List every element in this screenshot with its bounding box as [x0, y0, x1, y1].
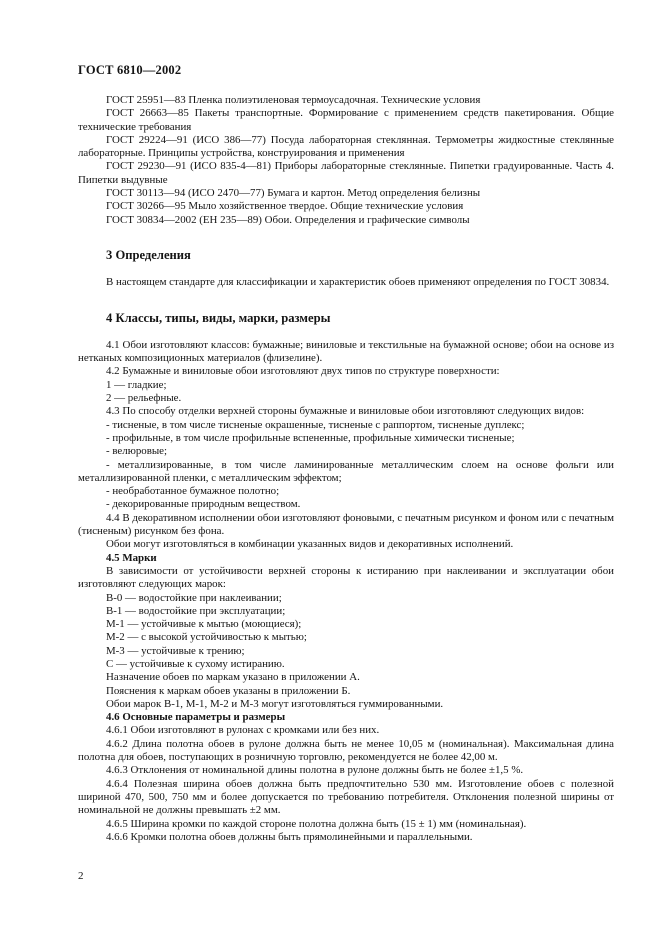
- list-item: С — устойчивые к сухому истиранию.: [106, 657, 285, 670]
- paragraph-4-2: 4.2 Бумажные и виниловые обои изготовляют двух типов по структуре поверхности:: [106, 365, 500, 378]
- paragraph-4-5-e: Обои марок В-1, М-1, М-2 и М-3 могут изготовляться гуммированными.: [106, 697, 444, 710]
- paragraph-4-1: 4.1 Обои изготовляют классов: бумажные; виниловые и текстильные на бумажной основе; обои на основе из нетканых композиционных материалов (флизелине).: [78, 338, 614, 365]
- paragraph-4-4-b: Обои могут изготовляться в комбинации указанных видов и декоративных исполнений.: [106, 538, 514, 551]
- list-item: - тисненые, в том числе тисненые окрашенные, тисненые с раппортом, тисненые дуплекс;: [106, 418, 525, 431]
- paragraph-4-6-4: 4.6.4 Полезная ширина обоев должна быть предпочтительно 530 мм. Изготовление обоев с полезной шириной 470, 500, 750 мм и более допускается по требованию потребителя. Отклонения полезной ширины от номинальной не должны превышать ±2 мм.: [78, 777, 614, 817]
- paragraph-4-4: 4.4 В декоративном исполнении обои изготовляют фоновыми, с печатным рисунком и фоном или с печатным (тисненым) рисунком без фона.: [78, 511, 615, 538]
- document-body: [78, 94, 614, 844]
- reference-item: ГОСТ 26663—85 Пакеты транспортные. Формирование с применением средств пакетирования. Общие технические требования: [78, 107, 614, 133]
- subsection-4-6-heading: 4.6 Основные параметры и размеры: [106, 711, 286, 724]
- paragraph-4-5-c: Назначение обоев по маркам указано в приложении А.: [106, 671, 360, 684]
- reference-item: ГОСТ 29224—91 (ИСО 386—77) Посуда лабораторная стеклянная. Термометры жидкостные стеклянные лабораторные. Принципы устройства, конструирования и применения: [78, 133, 614, 160]
- paragraph-4-6-6: 4.6.6 Кромки полотна обоев должны быть прямолинейными и параллельными.: [106, 830, 473, 843]
- reference-item: ГОСТ 29230—91 (ИСО 835-4—81) Приборы лабораторные стеклянные. Пипетки градуированные. Часть 4. Пипетки выдувные: [78, 160, 614, 186]
- list-item: - металлизированные, в том числе ламинированные металлическим слоем на основе фольги или металлизированной пленки, с металлическим эффектом;: [78, 458, 614, 484]
- section-3-text: В настоящем стандарте для классификации и характеристик обоев применяют определения по ГОСТ 30834.: [106, 276, 610, 289]
- document-header: ГОСТ 6810—2002: [78, 63, 182, 77]
- list-item: - велюровые;: [106, 445, 168, 458]
- reference-item: ГОСТ 30266—95 Мыло хозяйственное твердое. Общие технические условия: [106, 200, 464, 213]
- list-item: 2 — рельефные.: [106, 392, 182, 405]
- reference-item: ГОСТ 30834—2002 (ЕН 235—89) Обои. Определения и графические символы: [106, 213, 470, 226]
- subsection-4-5-heading: 4.5 Марки: [106, 551, 157, 564]
- list-item: - декорированные природным веществом.: [106, 498, 301, 511]
- list-item: 1 — гладкие;: [106, 378, 167, 391]
- list-item: - профильные, в том числе профильные вспененные, профильные химически тисненые;: [106, 431, 515, 444]
- paragraph-4-5-d: Пояснения к маркам обоев указаны в приложении Б.: [106, 684, 351, 697]
- paragraph-4-5: В зависимости от устойчивости верхней стороны к истиранию при наклеивании и эксплуатации обои изготовляют следующих марок:: [78, 564, 614, 591]
- list-item: В-0 — водостойкие при наклеивании;: [106, 591, 282, 604]
- paragraph-4-6-2: 4.6.2 Длина полотна обоев в рулоне должна быть не менее 10,05 м (номинальная). Максимальная длина полотна для обоев, поступающих в розничную торговлю, рекомендуется не более 42,00 м.: [78, 737, 614, 764]
- list-item: М-3 — устойчивые к трению;: [106, 644, 245, 657]
- paragraph-4-6-3: 4.6.3 Отклонения от номинальной длины полотна в рулоне должны быть не более ±1,5 %.: [106, 764, 524, 777]
- paragraph-4-6-5: 4.6.5 Ширина кромки по каждой стороне полотна должна быть (15 ± 1) мм (номинальная).: [106, 817, 527, 830]
- page-number: 2: [78, 870, 84, 882]
- paragraph-4-6-1: 4.6.1 Обои изготовляют в рулонах с кромками или без них.: [106, 724, 380, 737]
- list-item: В-1 — водостойкие при эксплуатации;: [106, 604, 286, 617]
- list-item: - необработанное бумажное полотно;: [106, 485, 280, 498]
- reference-item: ГОСТ 25951—83 Пленка полиэтиленовая термоусадочная. Технические условия: [106, 94, 481, 106]
- section-4-heading: 4 Классы, типы, виды, марки, размеры: [106, 310, 331, 325]
- list-item: М-2 — с высокой устойчивостью к мытью;: [106, 631, 307, 644]
- reference-item: ГОСТ 30113—94 (ИСО 2470—77) Бумага и картон. Метод определения белизны: [106, 187, 481, 200]
- paragraph-4-3: 4.3 По способу отделки верхней стороны бумажные и виниловые обои изготовляют следующих видов:: [106, 405, 585, 418]
- section-3-heading: 3 Определения: [106, 247, 191, 262]
- list-item: М-1 — устойчивые к мытью (моющиеся);: [106, 618, 302, 631]
